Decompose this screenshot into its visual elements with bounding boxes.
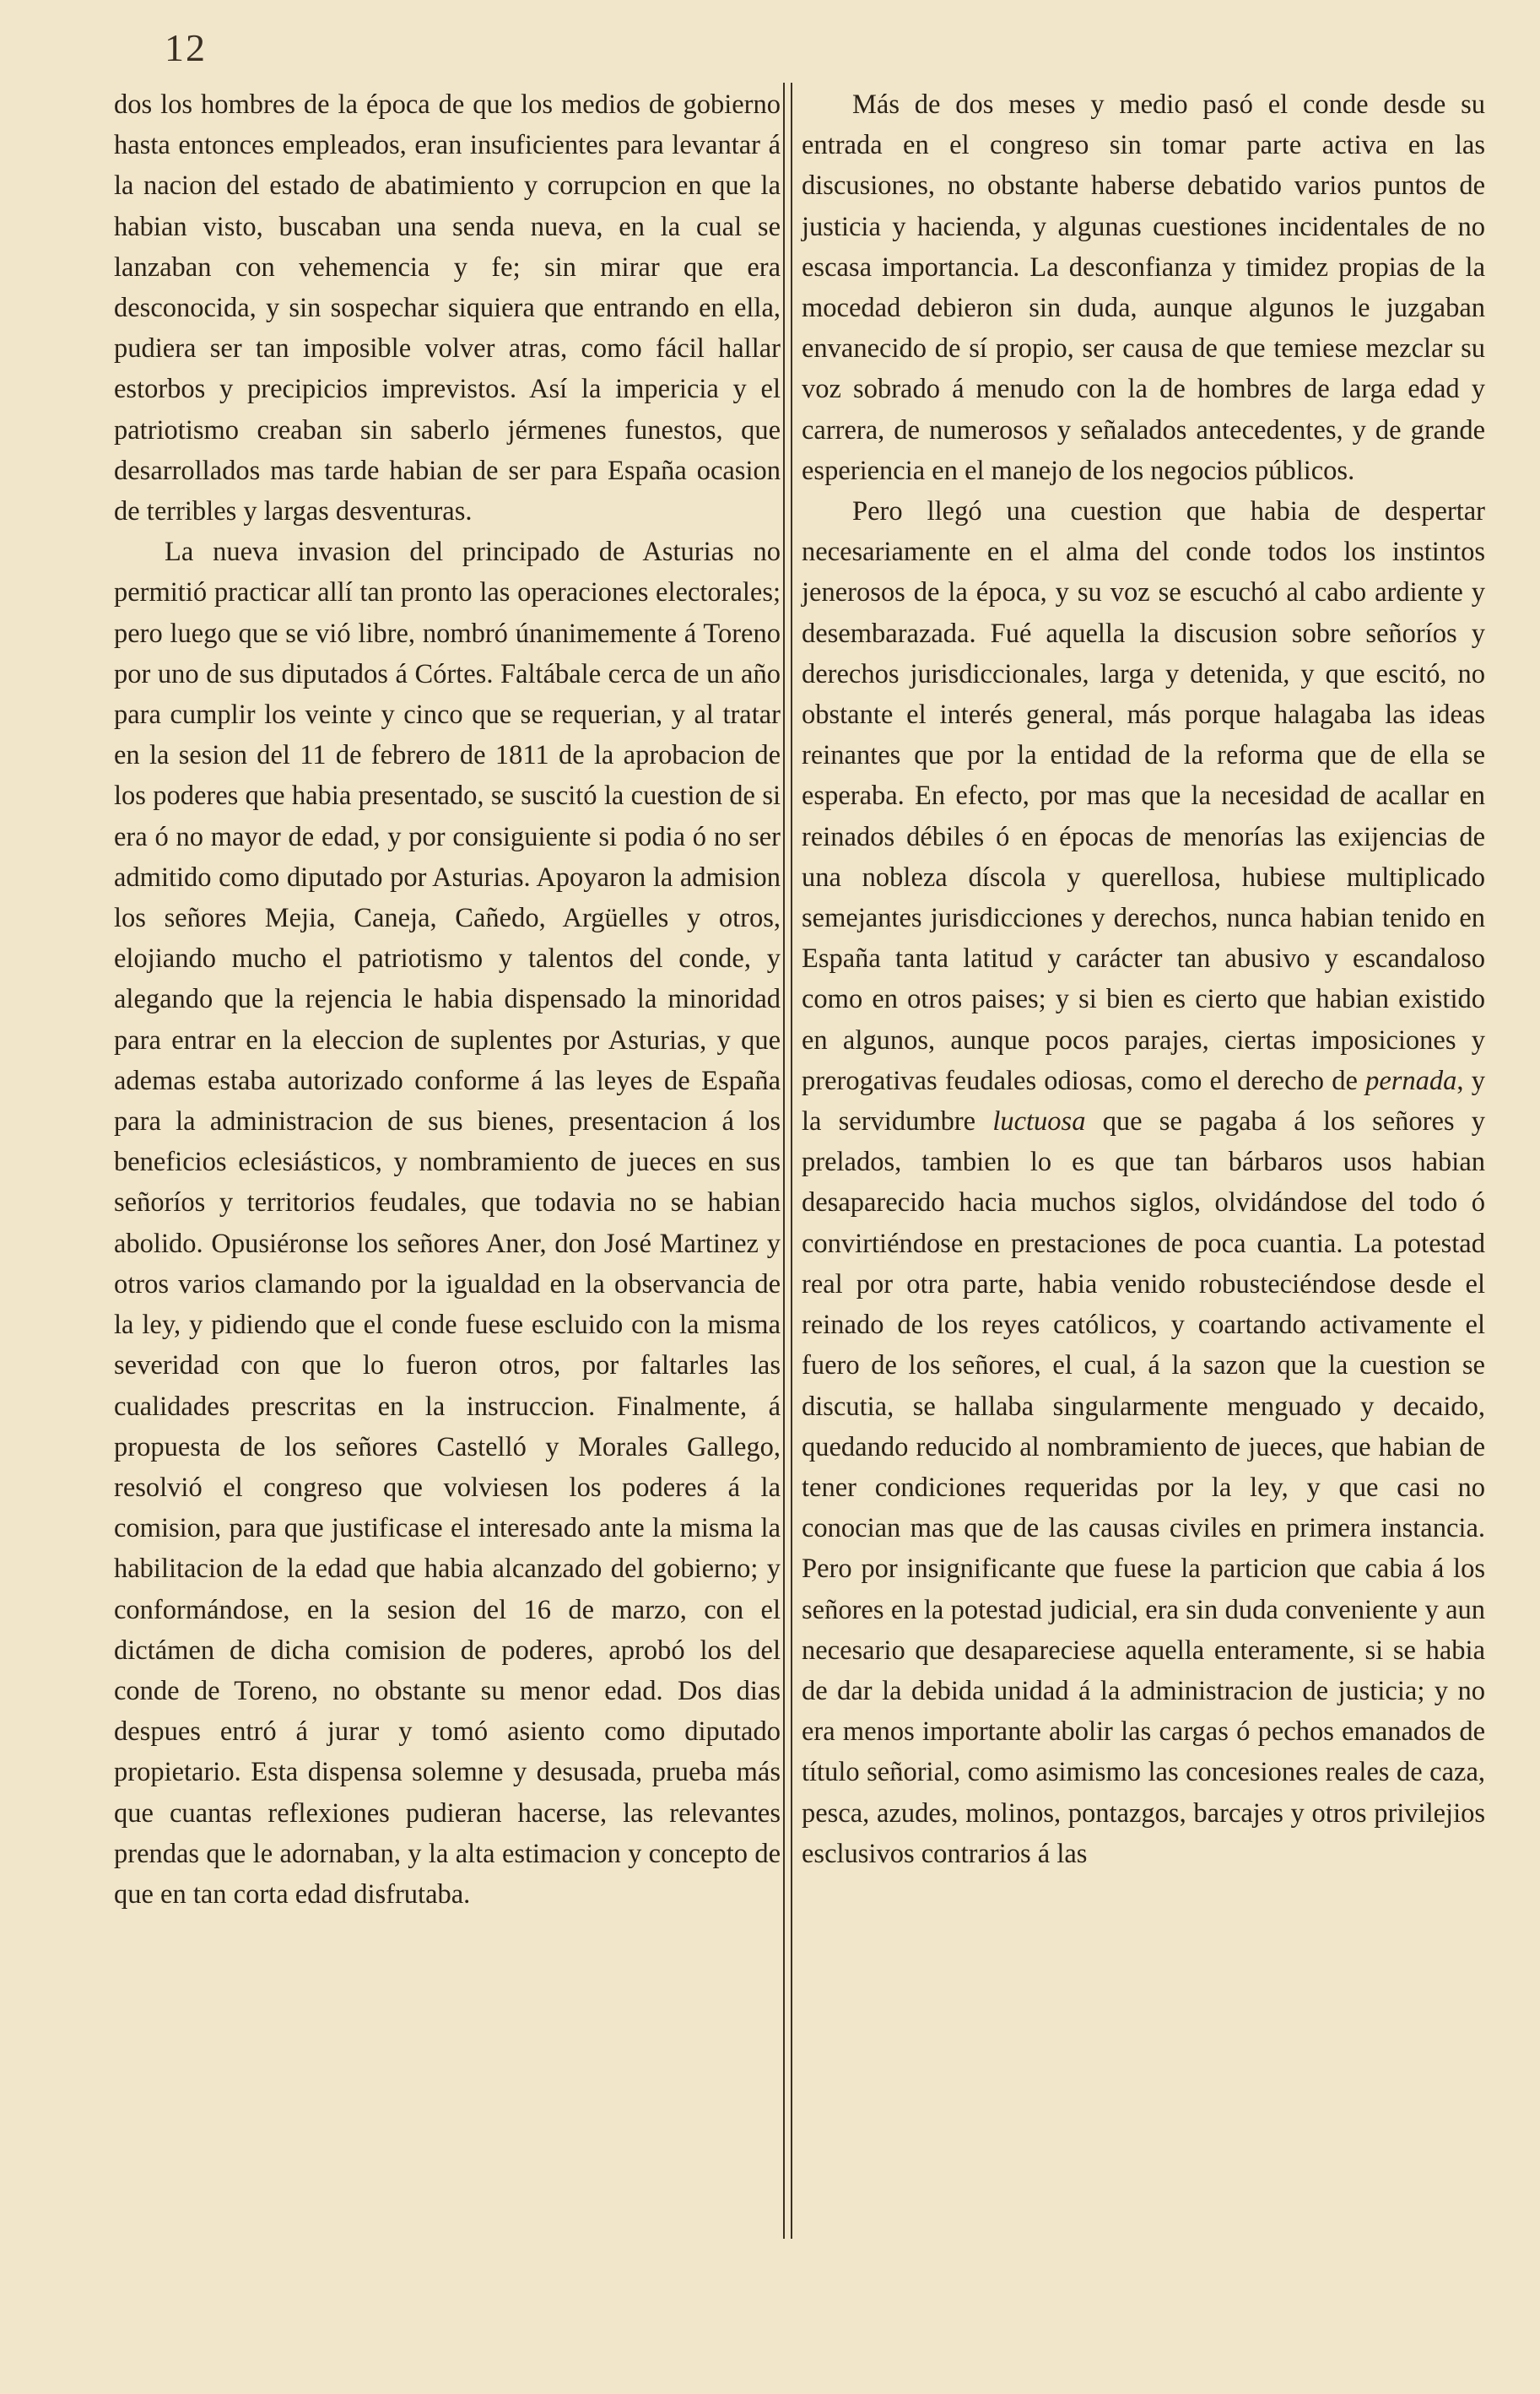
italic-term-luctuosa: luctuosa <box>992 1106 1086 1138</box>
right-paragraph-2-part-a: Pero llegó una cuestion que habia de despertar necesariamente en el alma del conde todos los instintos jenerosos de la época, y su voz se escuchó al cabo ardiente y desembarazada. Fué aquella la discusion sobre señoríos y derechos jurisdiccionales, larga y detenida, y que escitó, no obstante el interés general, más porque halagaba las ideas reinantes que por la entidad de la reforma que de ella se esperaba. En efecto, por mas que la necesidad de acallar en reinados débiles ó en épocas de menorías las exijencias de una nobleza díscola y querellosa, hubiese multiplicado semejantes jurisdicciones y derechos, nunca habian tenido en España tanta latitud y carácter tan abusivo y escandaloso como en otros paises; y si bien es cierto que habian existido en algunos, aunque pocos parajes, ciertas imposiciones y prerogativas feudales odiosas, como el derecho de <box>802 496 1485 1096</box>
column-divider-right-line <box>791 83 792 2239</box>
right-paragraph-1: Más de dos meses y medio pasó el conde desde su entrada en el congreso sin tomar parte activa en las discusiones, no obstante haberse debatido varios puntos de justicia y hacienda, y algunas cuestiones incidentales de no escasa importancia. La desconfianza y timidez propias de la mocedad debieron sin duda, aunque algunos le juzgaban envanecido de sí propio, ser causa de que temiese mezclar su voz sobrado á menudo con la de hombres de larga edad y carrera, de numerosos y señalados antecedentes, y de grande esperiencia en el manejo de los negocios públicos. <box>802 89 1485 486</box>
right-paragraph-2-part-b: , y la servidumbre <box>802 1065 1485 1138</box>
left-column <box>114 84 781 1915</box>
italic-term-pernada: pernada <box>1365 1065 1457 1096</box>
column-divider-left-line <box>783 83 785 2239</box>
right-column <box>802 84 1485 1874</box>
right-paragraph-2 <box>802 491 1485 1874</box>
left-paragraph-2: La nueva invasion del principado de Asturias no permitió practicar allí tan pronto las operaciones electorales; pero luego que se vió libre, nombró únanimemente á Toreno por uno de sus diputados á Córtes. Faltábale cerca de un año para cumplir los veinte y cinco que se requerian, y al tratar en la sesion del 11 de febrero de 1811 de la aprobacion de los poderes que habia presentado, se suscitó la cuestion de si era ó no mayor de edad, y por consiguiente si podia ó no ser admitido como diputado por Asturias. Apoyaron la admision los señores Mejia, Caneja, Cañedo, Argüelles y otros, elojiando mucho el patriotismo y talentos del conde, y alegando que la rejencia le habia dispensado la minoridad para entrar en la eleccion de suplentes por Asturias, y que ademas estaba autorizado conforme á las leyes de España para la administracion de sus bienes, presentacion á los beneficios eclesiásticos, y nombramiento de jueces en sus señoríos y territorios feudales, que todavia no se habian abolido. Opusiéronse los señores Aner, don José Martinez y otros varios clamando por la igualdad en la observancia de la ley, y pidiendo que el conde fuese escluido con la misma severidad con que lo fueron otros, por faltarles las cualidades prescritas en la instruccion. Finalmente, á propuesta de los señores Castelló y Morales Gallego, resolvió el congreso que volviesen los poderes á la comision, para que justificase el interesado ante la misma la habilitacion de la edad que habia alcanzado del gobierno; y conformándose, en la sesion del 16 de marzo, con el dictámen de dicha comision de poderes, aprobó los del conde de Toreno, no obstante su menor edad. Dos dias despues entró á jurar y tomó asiento como diputado propietario. Esta dispensa solemne y desusada, prueba más que cuantas reflexiones pudieran hacerse, las relevantes prendas que le adornaban, y la alta estimacion y concepto de que en tan corta edad disfrutaba. <box>114 537 781 1910</box>
page-number: 12 <box>165 26 207 69</box>
right-paragraph-2-part-c: que se pagaba á los señores y prelados, tambien lo es que tan bárbaros usos habian desaparecido hacia muchos siglos, olvidándose del todo ó convirtiéndose en prestaciones de poca cuantia. La potestad real por otra parte, habia venido robusteciéndose desde el reinado de los reyes católicos, y coartando activamente el fuero de los señores, el cual, á la sazon que la cuestion se discutia, se hallaba singularmente menguado y decaido, quedando reducido al nombramiento de jueces, que habian de tener condiciones requeridas por la ley, y que casi no conocian mas que de las causas civiles en primera instancia. Pero por insignificante que fuese la particion que cabia á los señores en la potestad judicial, era sin duda conveniente y aun necesario que desapareciese aquella enteramente, si se habia de dar la debida unidad á la administracion de justicia; y no era menos importante abolir las cargas ó pechos emanados de título señorial, como asimismo las concesiones reales de caza, pesca, azudes, molinos, pontazgos, barcajes y otros privilejios esclusivos contrarios á las <box>802 1106 1485 1869</box>
left-paragraph-1: dos los hombres de la época de que los medios de gobierno hasta entonces empleados, eran insuficientes para levantar á la nacion del estado de abatimiento y corrupcion en que la habian visto, buscaban una senda nueva, en la cual se lanzaban con vehemencia y fe; sin mirar que era desconocida, y sin sospechar siquiera que entrando en ella, pudiera ser tan imposible volver atras, como fácil hallar estorbos y precipicios imprevistos. Así la impericia y el patriotismo creaban sin saberlo jérmenes funestos, que desarrollados mas tarde habian de ser para España ocasion de terribles y largas desventuras. <box>114 89 781 527</box>
